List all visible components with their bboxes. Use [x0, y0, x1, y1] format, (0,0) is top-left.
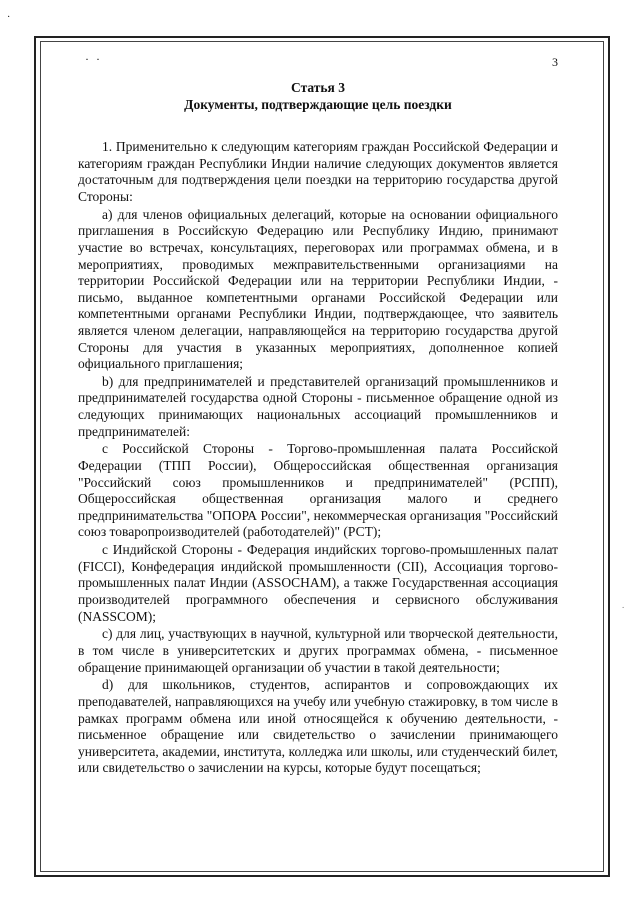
paragraph-indian-side: с Индийской Стороны - Федерация индийских торгово-промышленных палат (FICCI), Конфедерация индийской промышленности (СII), Ассоциация торгово-промышленных палат Индии (ASSOCHAM), а также Государственная ассоциация производителей программного обеспечения и сервисного обслуживания (NASSCOM);	[78, 542, 558, 624]
scan-speck: ·	[7, 12, 11, 23]
document-body	[78, 80, 558, 778]
article-number: Статья 3	[291, 80, 345, 95]
article-heading	[78, 80, 558, 113]
paragraph-1: 1. Применительно к следующим категориям граждан Российской Федерации и категориям граждан Республики Индии наличие следующих документов является достаточным для подтверждения цели поездки на территорию государства другой Стороны:	[78, 139, 558, 204]
paragraph-item-b: b) для предпринимателей и представителей организаций промышленников и предпринимателей государства одной Стороны - письменное обращение одной из следующих принимающих национальных ассоциаций промышленников и предпринимателей:	[78, 373, 558, 439]
edge-mark: .	[622, 600, 625, 610]
paragraph-russian-side: с Российской Стороны - Торгово-промышленная палата Российской Федерации (ТПП России), Общероссийская общественная организация "Российский союз промышленников и предпринимателей" (РСПП), Общероссийская общественная организация малого и среднего предпринимательства "ОПОРА России", некоммерческая организация "Российский союз товаропроизводителей (работодателей)" (РСТ);	[78, 441, 558, 540]
paragraph-item-a: а) для членов официальных делегаций, которые на основании официального приглашения в Российскую Федерацию или Республику Индию, принимают участие во встречах, консультациях, переговорах или программах обмена, и в мероприятиях, проводимых межправительственными организациями на территории Российской Федерации или на территории Республики Индии, - письмо, выданное компетентными органами Российской Федерации или компетентными органами Республики Индии, подтверждающее, что заявитель является членом делегации, направляющейся на территорию государства другой Стороны для участия в указанных мероприятиях, дополненное копией официального приглашения;	[78, 206, 558, 372]
article-title: Документы, подтверждающие цель поездки	[184, 96, 452, 112]
paragraph-item-c: с) для лиц, участвующих в научной, культурной или творческой деятельности, в том числе в университетских и других программах обмена, - письменное обращение принимающей организации об участии в такой деятельности;	[78, 626, 558, 675]
corner-mark: · ·	[85, 52, 102, 66]
paragraph-item-d: d) для школьников, студентов, аспирантов и сопровождающих их преподавателей, направляющихся на учебу или учебную стажировку, в том числе в рамках программ обмена или иной относящейся к обучению деятельности, - письменное обращение или свидетельство о зачислении принимающего университета, академии, института, колледжа или школы, или студенческий билет, или свидетельство о зачислении на курсы, которые будут посещаться;	[78, 677, 558, 776]
page-number: 3	[552, 55, 558, 69]
